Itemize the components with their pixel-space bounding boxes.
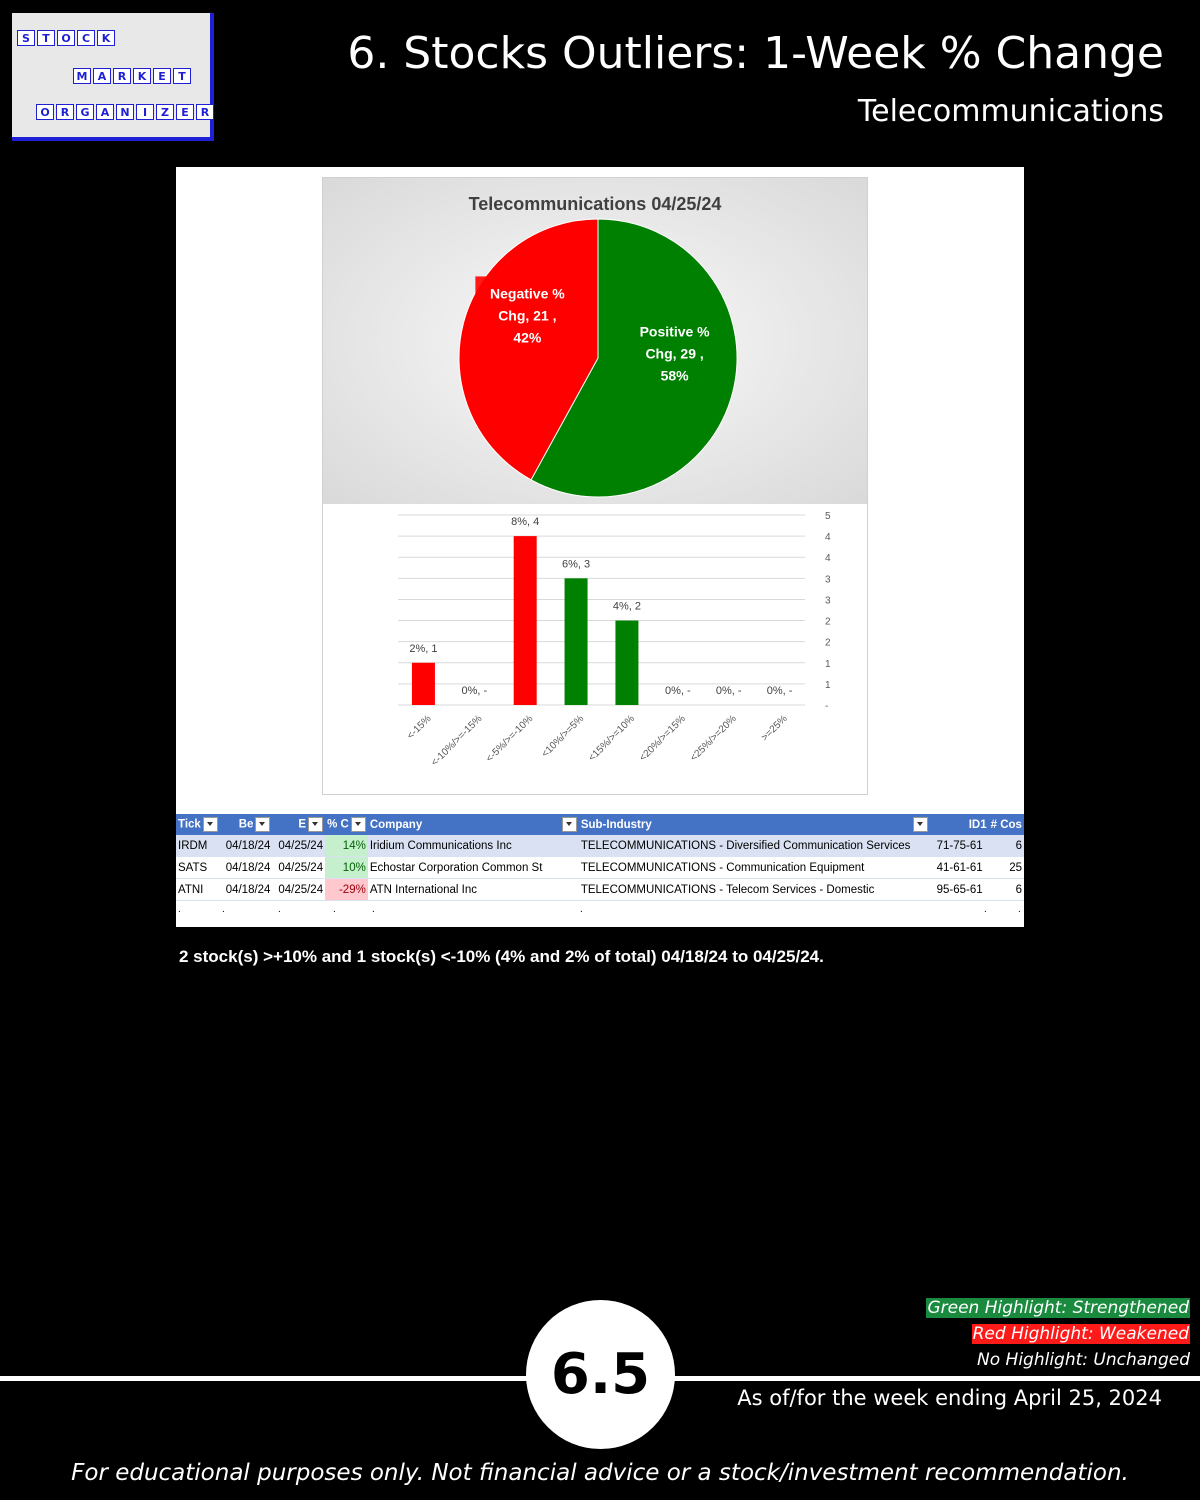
logo-letter: K [133, 68, 151, 84]
logo-letter: K [97, 30, 115, 46]
outliers-table [176, 814, 1024, 901]
bar [615, 621, 638, 705]
x-tick-label: <15%/>=10% [586, 713, 638, 764]
x-tick-label: <-5%/>=-10% [484, 713, 536, 765]
cell-begin-date: 04/18/24 [220, 835, 273, 857]
pie-label-line: Chg, 29 , [645, 345, 704, 362]
logo-letter: E [153, 68, 171, 84]
bar-data-label: 2%, 1 [409, 642, 438, 655]
logo-word-stock [17, 30, 115, 46]
pie-slice-label [475, 276, 579, 348]
logo-letter: M [73, 68, 91, 84]
y-tick-label: 4 [825, 553, 831, 565]
report-panel [176, 167, 1024, 970]
cell-end-date: 04/25/24 [272, 879, 325, 901]
pie-label-line: 58% [660, 367, 689, 384]
column-header-pct-change[interactable]: % C [325, 814, 368, 835]
column-header-id1[interactable]: ID1 [934, 814, 989, 835]
cell-end-date: 04/25/24 [272, 835, 325, 857]
page-number-badge: 6.5 [526, 1300, 675, 1449]
logo-letter: Z [156, 104, 174, 120]
chart-container [322, 177, 868, 795]
filter-dropdown-icon[interactable] [913, 817, 928, 832]
cell-company: Iridium Communications Inc [368, 835, 579, 857]
filter-dropdown-icon[interactable] [203, 817, 218, 832]
legend-weakened [972, 1324, 1190, 1344]
summary-text: 2 stock(s) >+10% and 1 stock(s) <-10% (4% and 2% of total) 04/18/24 to 04/25/24. [179, 947, 824, 966]
column-header-ticker[interactable]: Tick [176, 814, 220, 835]
pie-chart-area [323, 178, 867, 504]
cell-id1: 41-61-61 [934, 857, 989, 879]
cell-begin-date: 04/18/24 [220, 857, 273, 879]
x-tick-label: <20%/>=15% [637, 713, 688, 764]
logo-letter: R [113, 68, 131, 84]
logo-letter: C [77, 30, 95, 46]
logo-letter: O [36, 104, 54, 120]
pie-label-line: Chg, 21 , [498, 307, 557, 324]
table-row[interactable] [176, 857, 1024, 879]
logo-letter: R [196, 104, 214, 120]
cell-id1: 95-65-61 [934, 879, 989, 901]
bar-chart [323, 504, 867, 794]
cell-num-cos: 25 [989, 857, 1024, 879]
column-header-end[interactable]: E [272, 814, 325, 835]
column-header-company[interactable]: Company [368, 814, 579, 835]
bar [412, 663, 435, 705]
y-tick-label: 1 [825, 658, 831, 670]
legend-unchanged [977, 1350, 1190, 1370]
logo-letter: A [93, 68, 111, 84]
cell-sub-industry: TELECOMMUNICATIONS - Telecom Services - Domestic [579, 879, 934, 901]
cell-company: ATN International Inc [368, 879, 579, 901]
column-header-sub-industry[interactable]: Sub-Industry [579, 814, 934, 835]
cell-id1: 71-75-61 [934, 835, 989, 857]
page-subtitle: Telecommunications [857, 94, 1164, 129]
logo-letter: N [116, 104, 134, 120]
bar [514, 536, 537, 705]
cell-ticker: IRDM [176, 835, 220, 857]
filter-dropdown-icon[interactable] [351, 817, 366, 832]
bar-data-label: 6%, 3 [561, 558, 591, 571]
page-title: 6. Stocks Outliers: 1-Week % Change [347, 28, 1164, 79]
bar [565, 578, 588, 705]
bar-data-label: 0%, - [766, 685, 793, 697]
bar-data-label: 0%, - [461, 685, 488, 697]
legend-strengthened [926, 1298, 1190, 1318]
pie-label-line: Negative % [490, 285, 565, 302]
logo-letter: A [96, 104, 114, 120]
x-tick-label: <-10%/>=-15% [429, 713, 485, 769]
y-tick-label: - [825, 701, 829, 712]
pie-slice-label [623, 315, 727, 387]
y-tick-label: 2 [825, 637, 831, 649]
logo [12, 13, 216, 143]
table-row[interactable] [176, 835, 1024, 857]
filter-dropdown-icon[interactable] [255, 817, 270, 832]
x-tick-label: >=25% [759, 713, 790, 744]
logo-letter: I [136, 104, 154, 120]
logo-letter: T [37, 30, 55, 46]
pie-chart [323, 178, 867, 504]
y-tick-label: 3 [825, 574, 831, 586]
pie-label-line: Positive % [639, 323, 710, 340]
logo-word-organizer [36, 104, 214, 120]
x-tick-label: <10%/>=5% [539, 713, 587, 760]
disclaimer-footer: For educational purposes only. Not financial advice or a stock/investment recommendation. [71, 1460, 1129, 1486]
cell-company: Echostar Corporation Common St [368, 857, 579, 879]
legend-none-label: No Highlight: Unchanged [977, 1350, 1190, 1370]
y-tick-label: 5 [825, 511, 831, 522]
y-tick-label: 4 [825, 532, 831, 544]
table-blank-row: . . . . . . . . [178, 904, 1021, 915]
cell-begin-date: 04/18/24 [220, 879, 273, 901]
logo-letter: O [57, 30, 75, 46]
cell-ticker: ATNI [176, 879, 220, 901]
logo-word-market [73, 68, 191, 84]
cell-pct-change: -29% [325, 879, 368, 901]
legend-green-label: Green Highlight: Strengthened [927, 1298, 1189, 1318]
table-row[interactable] [176, 879, 1024, 901]
as-of-date: As of/for the week ending April 25, 2024 [737, 1386, 1162, 1410]
logo-letter: S [17, 30, 35, 46]
cell-end-date: 04/25/24 [272, 857, 325, 879]
bar-data-label: 0%, - [715, 685, 742, 697]
y-tick-label: 2 [825, 616, 831, 628]
cell-pct-change: 14% [325, 835, 368, 857]
cell-num-cos: 6 [989, 835, 1024, 857]
bar-data-label: 0%, - [664, 685, 691, 697]
filter-dropdown-icon[interactable] [562, 817, 577, 832]
logo-letter: E [176, 104, 194, 120]
logo-grid [12, 13, 214, 141]
cell-ticker: SATS [176, 857, 220, 879]
cell-sub-industry: TELECOMMUNICATIONS - Diversified Communication Services [579, 835, 934, 857]
cell-num-cos: 6 [989, 879, 1024, 901]
table-header-row [176, 814, 1024, 835]
logo-letter: G [76, 104, 94, 120]
column-header-num-cos[interactable]: # Cos [989, 814, 1024, 835]
cell-pct-change: 10% [325, 857, 368, 879]
bar-data-label: 8%, 4 [511, 516, 540, 529]
cell-sub-industry: TELECOMMUNICATIONS - Communication Equipment [579, 857, 934, 879]
filter-dropdown-icon[interactable] [308, 817, 323, 832]
y-tick-label: 1 [825, 679, 831, 691]
x-tick-label: <-15% [405, 713, 434, 742]
logo-letter: T [173, 68, 191, 84]
bar-data-label: 4%, 2 [612, 600, 642, 613]
column-header-begin[interactable]: Be [220, 814, 273, 835]
x-tick-label: <25%/>=20% [688, 713, 739, 764]
pie-title: Telecommunications 04/25/24 [468, 194, 722, 214]
legend-red-label: Red Highlight: Weakened [972, 1324, 1189, 1344]
pie-label-line: 42% [513, 329, 542, 346]
y-tick-label: 3 [825, 595, 831, 607]
logo-letter: R [56, 104, 74, 120]
